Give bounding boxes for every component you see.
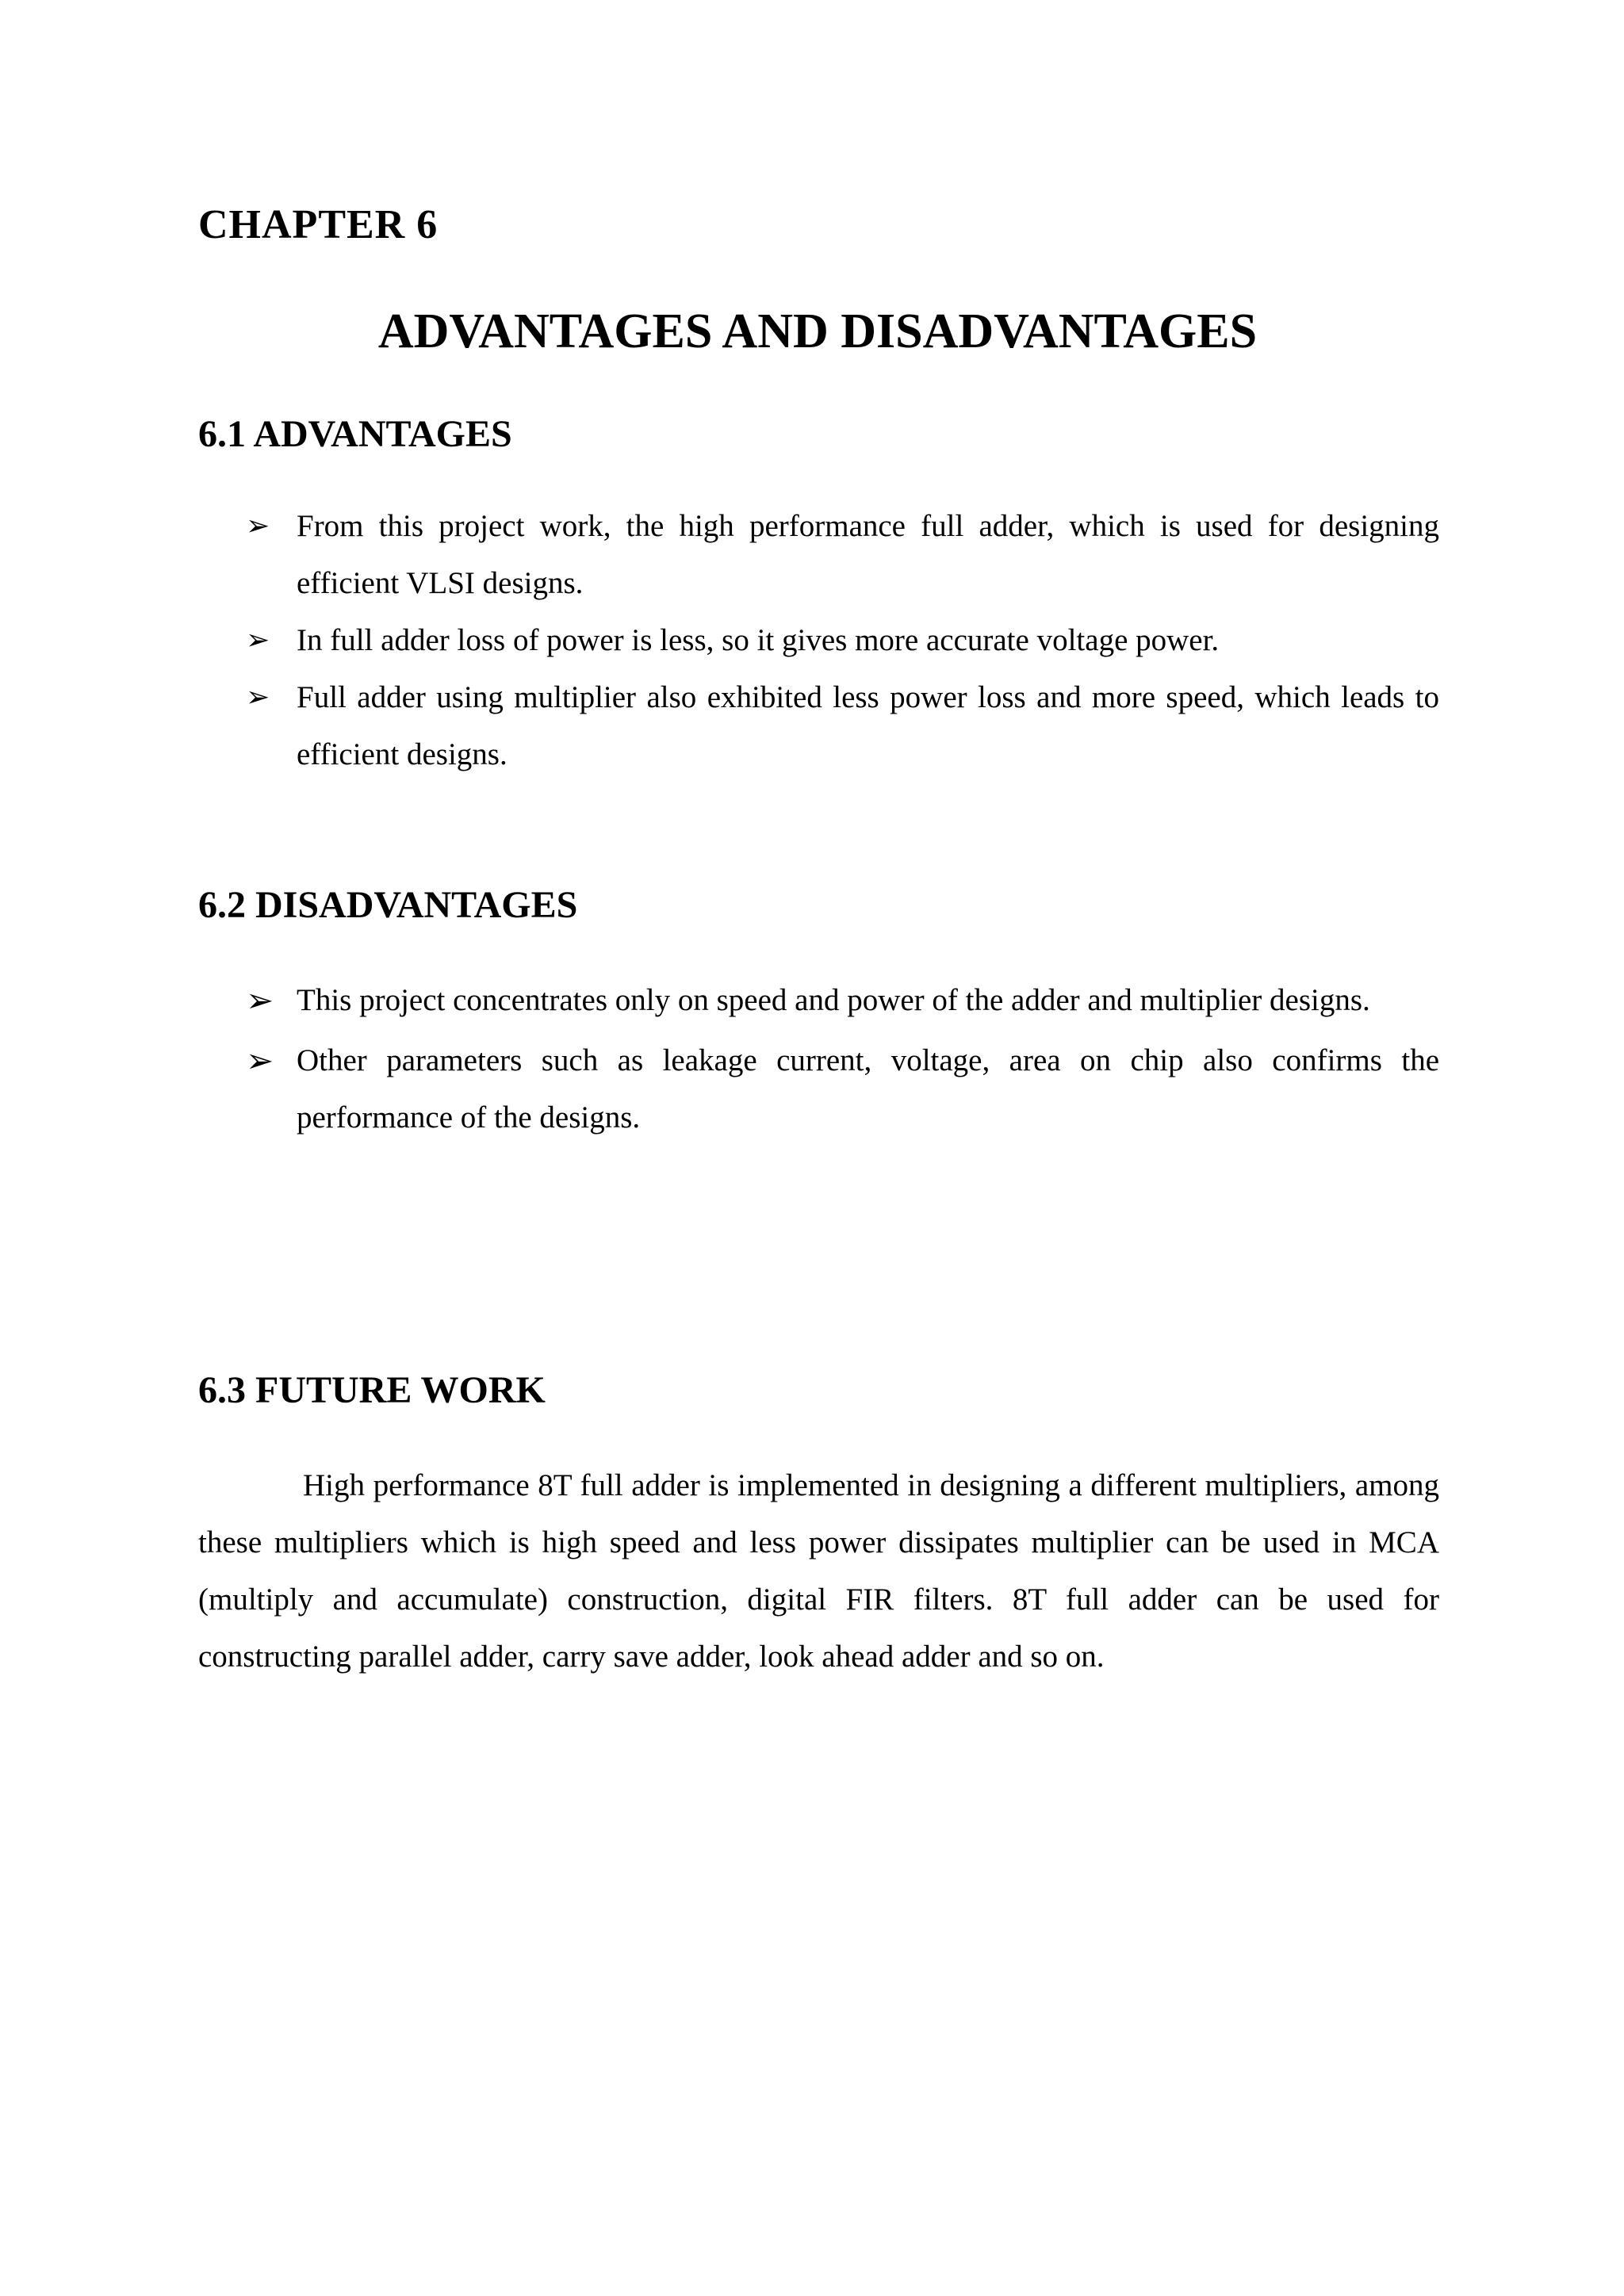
list-item	[198, 1032, 1439, 1146]
arrow-bullet-icon: ➢	[246, 624, 270, 656]
arrow-bullet-icon: ➢	[246, 981, 274, 1020]
disadvantages-list	[198, 972, 1439, 1146]
list-item-text: In full adder loss of power is less, so it gives more accurate voltage power.	[297, 623, 1220, 657]
list-item	[198, 972, 1439, 1029]
arrow-bullet-icon: ➢	[246, 1041, 274, 1080]
chapter-label: CHAPTER 6	[198, 202, 439, 247]
list-item-text: This project concentrates only on speed and power of the adder and multiplier designs.	[297, 983, 1370, 1017]
list-item	[198, 612, 1439, 669]
list-item-text: Other parameters such as leakage current, voltage, area on chip also confirms the performance of the designs.	[297, 1043, 1439, 1135]
arrow-bullet-icon: ➢	[246, 681, 270, 714]
section-heading-future-work: 6.3 FUTURE WORK	[198, 1369, 546, 1411]
section-heading-disadvantages: 6.2 DISADVANTAGES	[198, 884, 578, 926]
list-item	[198, 669, 1439, 783]
list-item	[198, 498, 1439, 612]
section-heading-advantages: 6.1 ADVANTAGES	[198, 413, 512, 455]
arrow-bullet-icon: ➢	[246, 510, 270, 542]
future-work-paragraph: High performance 8T full adder is implemented in designing a different multipliers, among these multipliers which is high speed and less power dissipates multiplier can be used in MCA (multiply and accumulate) construction, digital FIR filters. 8T full adder can be used for constructing parallel adder, carry save adder, look ahead adder and so on.	[198, 1468, 1439, 1674]
advantages-list	[198, 498, 1439, 783]
list-item-text: From this project work, the high performance full adder, which is used for designing efficient VLSI designs.	[297, 509, 1439, 600]
list-item-text: Full adder using multiplier also exhibited less power loss and more speed, which leads to efficient designs.	[297, 680, 1439, 771]
chapter-title: ADVANTAGES AND DISADVANTAGES	[377, 304, 1258, 358]
